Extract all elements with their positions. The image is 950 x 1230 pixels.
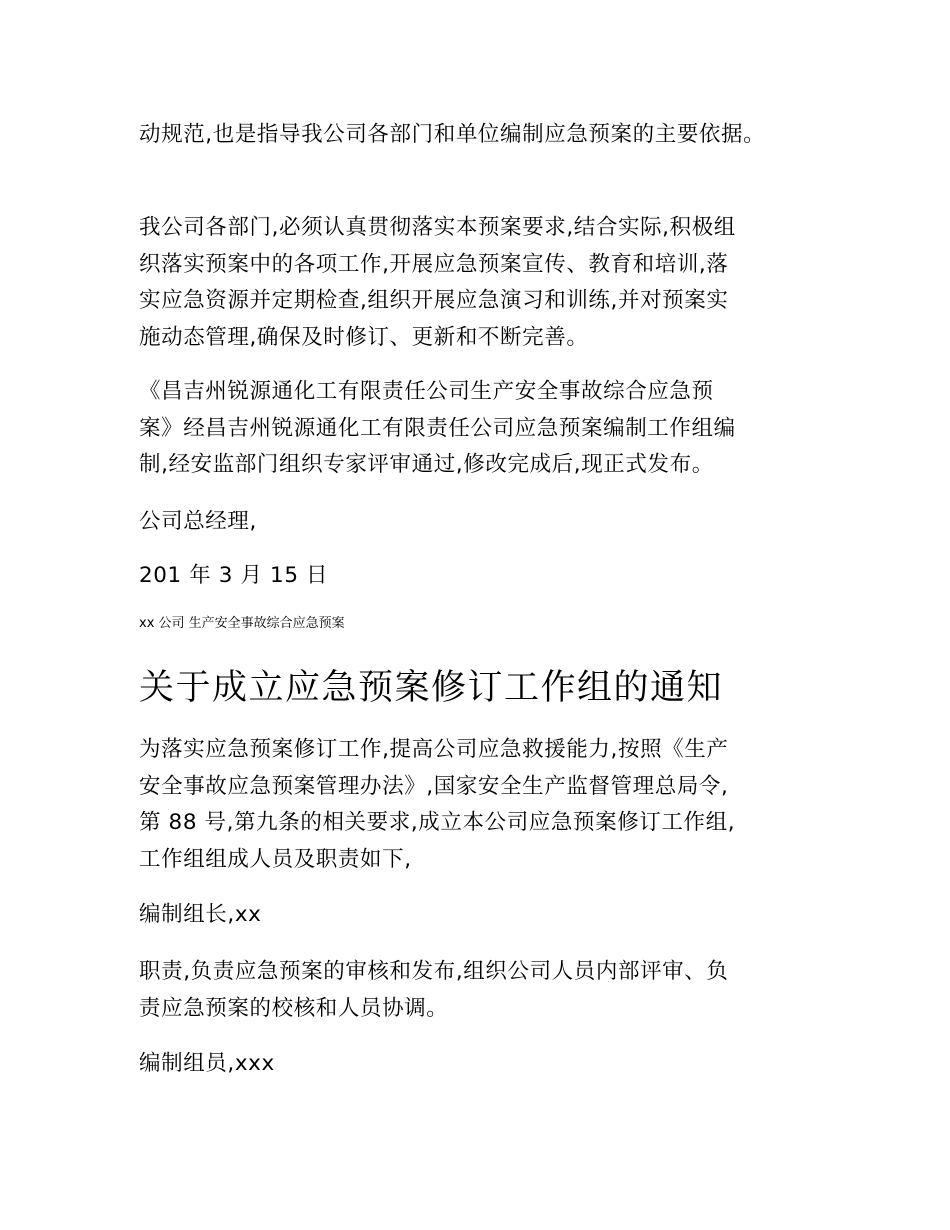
text-line: 案》经昌吉州锐源通化工有限责任公司应急预案编制工作组编 — [139, 415, 736, 441]
text-line: 职责,负责应急预案的审核和发布,组织公司人员内部评审、负 — [139, 959, 729, 984]
text-line: 公司总经理, — [139, 509, 257, 534]
text-line: 动规范,也是指导我公司各部门和单位编制应急预案的主要依据。 — [139, 122, 766, 147]
text-line: 编制组长,xx — [139, 902, 262, 927]
text-line: 安全事故应急预案管理办法》,国家安全生产监督管理总局令, — [139, 773, 729, 799]
paragraph-department-requirements — [139, 210, 814, 356]
text-line: 织落实预案中的各项工作,开展应急预案宣传、教育和培训,落 — [139, 251, 729, 277]
text-line: 施动态管理,确保及时修订、更新和不断完善。 — [139, 324, 589, 350]
group-leader-line — [139, 897, 814, 934]
running-header: xx 公司 生产安全事故综合应急预案 — [139, 616, 345, 631]
text-line: 第 88 号,第九条的相关要求,成立本公司应急预案修订工作组, — [139, 810, 736, 835]
text-line: 制,经安监部门组织专家评审通过,修改完成后,现正式发布。 — [139, 452, 714, 477]
text-line: 《昌吉州锐源通化工有限责任公司生产安全事故综合应急预 — [139, 379, 714, 404]
group-member-line — [139, 1046, 814, 1083]
paragraph-plan-approval — [139, 374, 814, 484]
signature-general-manager — [139, 504, 814, 541]
notice-title: 关于成立应急预案修订工作组的通知 — [139, 668, 724, 708]
text-line: 工作组组成人员及职责如下, — [139, 846, 412, 872]
text-line: 实应急资源并定期检查,组织开展应急演习和训练,并对预案实 — [139, 288, 729, 313]
paragraph-release-basis — [139, 117, 814, 154]
text-line: 201 年 3 月 15 日 — [139, 563, 329, 588]
text-line: 为落实应急预案修订工作,提高公司应急救援能力,按照《生产 — [139, 737, 729, 762]
paragraph-working-group-basis — [139, 732, 814, 878]
text-line: 我公司各部门,必须认真贯彻落实本预案要求,结合实际,积极组 — [139, 215, 736, 240]
release-date — [139, 558, 814, 595]
text-line: 编制组员,xxx — [139, 1051, 275, 1076]
text-line: 责应急预案的校核和人员协调。 — [139, 995, 449, 1021]
paragraph-leader-duties — [139, 954, 814, 1027]
